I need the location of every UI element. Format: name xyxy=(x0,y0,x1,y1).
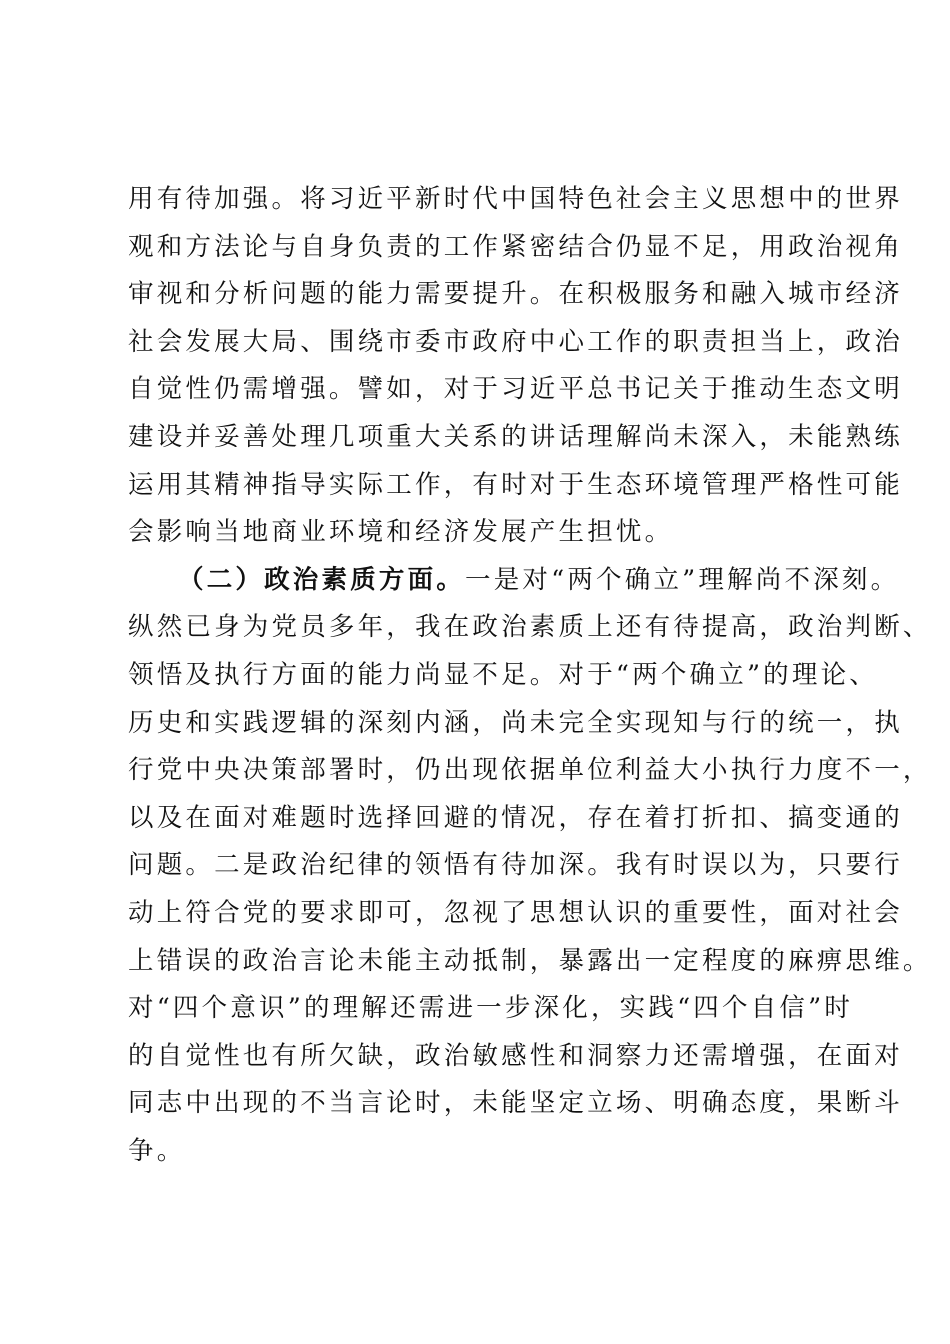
paragraph-line: 争。 xyxy=(128,1135,186,1166)
paragraph-line: 用有待加强。将习近平新时代中国特色社会主义思想中的世界 xyxy=(128,184,903,214)
paragraph-line: 自觉性仍需增强。譬如，对于习近平总书记关于推动生态文明 xyxy=(128,374,903,405)
paragraph-line: 的自觉性也有所欠缺，政治敏感性和洞察力还需增强，在面对 xyxy=(128,1040,903,1071)
paragraph-line: 问题。二是政治纪律的领悟有待加深。我有时误以为，只要行 xyxy=(128,850,903,881)
section-2-heading: （二）政治素质方面。 xyxy=(178,564,466,595)
paragraph-line: 行党中央决策部署时，仍出现依据单位利益大小执行力度不一， xyxy=(128,755,932,786)
paragraph-line: 领悟及执行方面的能力尚显不足。对于“两个确立”的理论、 xyxy=(128,659,878,690)
document-body xyxy=(128,176,932,1175)
paragraph-line: 历史和实践逻辑的深刻内涵，尚未完全实现知与行的统一，执 xyxy=(128,707,903,738)
paragraph-line: 社会发展大局、围绕市委市政府中心工作的职责担当上，政治 xyxy=(128,326,903,357)
paragraph-line: 观和方法论与自身负责的工作紧密结合仍显不足，用政治视角 xyxy=(128,231,903,262)
paragraph-line: 审视和分析问题的能力需要提升。在积极服务和融入城市经济 xyxy=(128,279,903,310)
paragraph-line: 会影响当地商业环境和经济发展产生担忧。 xyxy=(128,517,674,548)
paragraph-line: 运用其精神指导实际工作，有时对于生态环境管理严格性可能 xyxy=(128,469,903,500)
section-2-first-line-text: 一是对“两个确立”理解尚不深刻。 xyxy=(465,564,900,595)
paragraph-line: 对“四个意识”的理解还需进一步深化，实践“四个自信”时 xyxy=(128,993,854,1024)
paragraph-line: 纵然已身为党员多年，我在政治素质上还有待提高，政治判断、 xyxy=(128,612,932,643)
paragraph-line: 以及在面对难题时选择回避的情况，存在着打折扣、搞变通的 xyxy=(128,802,903,833)
paragraph-line: 同志中出现的不当言论时，未能坚定立场、明确态度，果断斗 xyxy=(128,1088,903,1119)
section-2-first-line xyxy=(128,557,900,605)
paragraph-line: 动上符合党的要求即可，忽视了思想认识的重要性，面对社会 xyxy=(128,897,903,928)
paragraph-line: 上错误的政治言论未能主动抵制，暴露出一定程度的麻痹思维。 xyxy=(128,945,932,976)
paragraph-line: 建设并妥善处理几项重大关系的讲话理解尚未深入，未能熟练 xyxy=(128,421,903,452)
